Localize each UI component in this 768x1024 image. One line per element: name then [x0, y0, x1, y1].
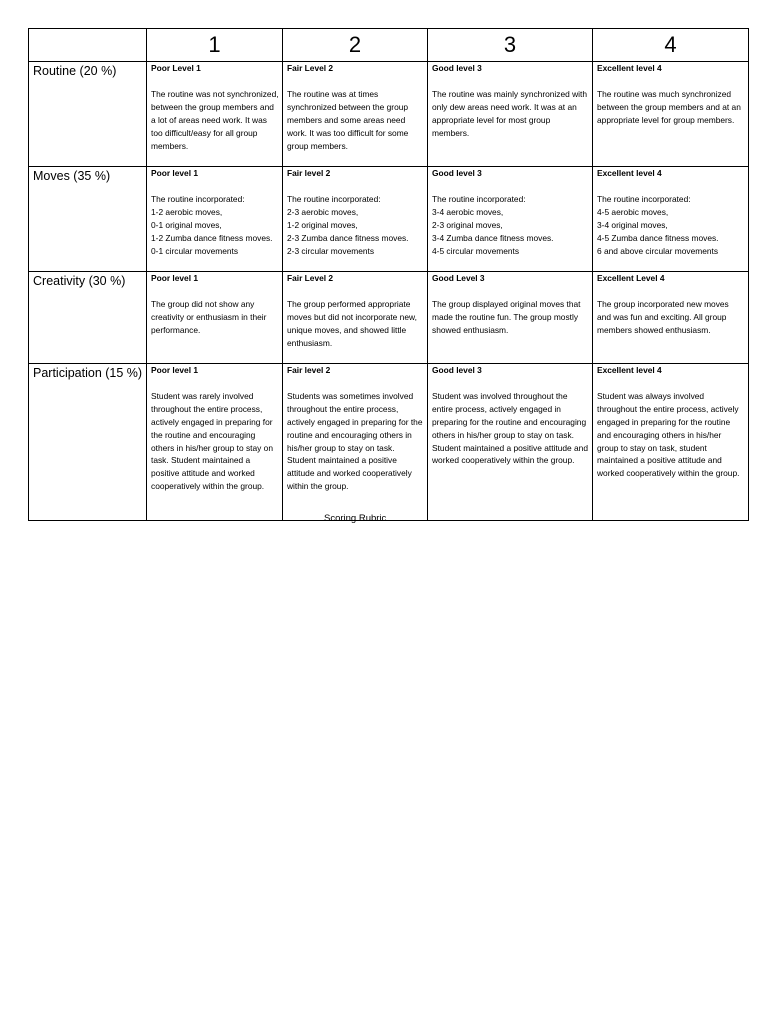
- level-header-1: 1: [147, 29, 283, 62]
- table-caption: Scoring Rubric: [324, 513, 387, 524]
- level-description: Student was involved throughout the entire process, actively engaged in preparing for the routine and encouraging others in his/her group to stay on task. Student maintained a positive attitude and worked cooperatively within the group.: [432, 390, 588, 466]
- rubric-row-moves: [29, 167, 749, 272]
- rubric-cell: [428, 272, 593, 364]
- rubric-cell: [428, 364, 593, 521]
- criterion-creativity: Creativity (30 %): [29, 272, 147, 364]
- scoring-rubric-table: [28, 28, 749, 521]
- rubric-row-creativity: [29, 272, 749, 364]
- rubric-row-routine: [29, 62, 749, 167]
- level-label: Poor Level 1: [151, 63, 201, 73]
- rubric-cell: [147, 167, 283, 272]
- rubric-cell: [283, 272, 428, 364]
- rubric-cell: [283, 364, 428, 521]
- level-label: Good level 3: [432, 168, 482, 178]
- corner-cell: [29, 29, 147, 62]
- rubric-cell: [147, 62, 283, 167]
- level-description: The group performed appropriate moves but did not incorporate new, unique moves, and showed little enthusiasm.: [287, 298, 417, 348]
- rubric-cell: [283, 167, 428, 272]
- rubric-cell: [283, 62, 428, 167]
- level-header-4: 4: [593, 29, 749, 62]
- level-description: The routine incorporated: 1-2 aerobic moves, 0-1 original moves, 1-2 Zumba dance fitness moves. 0-1 circular movements: [151, 193, 273, 256]
- level-label: Poor level 1: [151, 365, 199, 375]
- level-description: The group displayed original moves that made the routine fun. The group mostly showed enthusiasm.: [432, 298, 581, 335]
- rubric-cell: [593, 62, 749, 167]
- level-label: Excellent level 4: [597, 63, 662, 73]
- level-label: Excellent level 4: [597, 365, 662, 375]
- level-description: The routine was much synchronized between the group members and at an appropriate level for group members.: [597, 88, 741, 125]
- level-label: Poor level 1: [151, 168, 199, 178]
- level-label: Good level 3: [432, 63, 482, 73]
- level-description: The group did not show any creativity or enthusiasm in their performance.: [151, 298, 267, 335]
- level-label: Fair level 2: [287, 365, 331, 375]
- level-description: Student was rarely involved throughout the entire process, actively engaged in preparing for the routine and encouraging others in his/her group to stay on task. Student maintained a positive attitude and worked cooperatively within the group.: [151, 390, 273, 492]
- level-label: Fair Level 2: [287, 63, 334, 73]
- level-label: Good Level 3: [432, 273, 485, 283]
- level-label: Fair Level 2: [287, 273, 334, 283]
- rubric-cell: [428, 167, 593, 272]
- criterion-moves: Moves (35 %): [29, 167, 147, 272]
- level-description: The routine was mainly synchronized with only dew areas need work. It was at an appropriate level for most group members.: [432, 88, 588, 138]
- rubric-cell: [147, 272, 283, 364]
- rubric-cell: [428, 62, 593, 167]
- level-label: Poor level 1: [151, 273, 199, 283]
- level-label: Fair level 2: [287, 168, 331, 178]
- level-description: The routine incorporated: 2-3 aerobic moves, 1-2 original moves, 2-3 Zumba dance fitness moves. 2-3 circular movements: [287, 193, 409, 256]
- level-description: Student was always involved throughout the entire process, actively engaged in preparing for the routine and encouraging others in his/her group to stay on task, student maintained a positive attitude and worked cooperatively within the group.: [597, 390, 740, 479]
- level-description: The group incorporated new moves and was fun and exciting. All group members showed enthusiasm.: [597, 298, 729, 335]
- level-label: Good level 3: [432, 365, 482, 375]
- level-label: Excellent Level 4: [597, 273, 665, 283]
- rubric-cell: [147, 364, 283, 521]
- level-description: The routine was at times synchronized between the group members and some areas need work. It was too difficult for some group members.: [287, 88, 409, 151]
- level-description: The routine incorporated: 3-4 aerobic moves, 2-3 original moves, 3-4 Zumba dance fitness moves. 4-5 circular movements: [432, 193, 554, 256]
- level-description: The routine was not synchronized, between the group members and a lot of areas need work. It was too difficult/easy for all group members.: [151, 88, 279, 151]
- criterion-routine: Routine (20 %): [29, 62, 147, 167]
- rubric-row-participation: [29, 364, 749, 521]
- level-description: The routine incorporated: 4-5 aerobic moves, 3-4 original moves, 4-5 Zumba dance fitness moves. 6 and above circular movements: [597, 193, 719, 256]
- level-header-2: 2: [283, 29, 428, 62]
- level-label: Excellent level 4: [597, 168, 662, 178]
- criterion-participation: Participation (15 %): [29, 364, 147, 521]
- rubric-cell: [593, 272, 749, 364]
- level-description: Students was sometimes involved throughout the entire process, actively engaged in preparing for the routine and encouraging others in his/her group to stay on task. Student maintained a positive attitude and worked cooperatively within the group.: [287, 390, 423, 492]
- rubric-header-row: [29, 29, 749, 62]
- rubric-cell: [593, 364, 749, 521]
- rubric-cell: [593, 167, 749, 272]
- level-header-3: 3: [428, 29, 593, 62]
